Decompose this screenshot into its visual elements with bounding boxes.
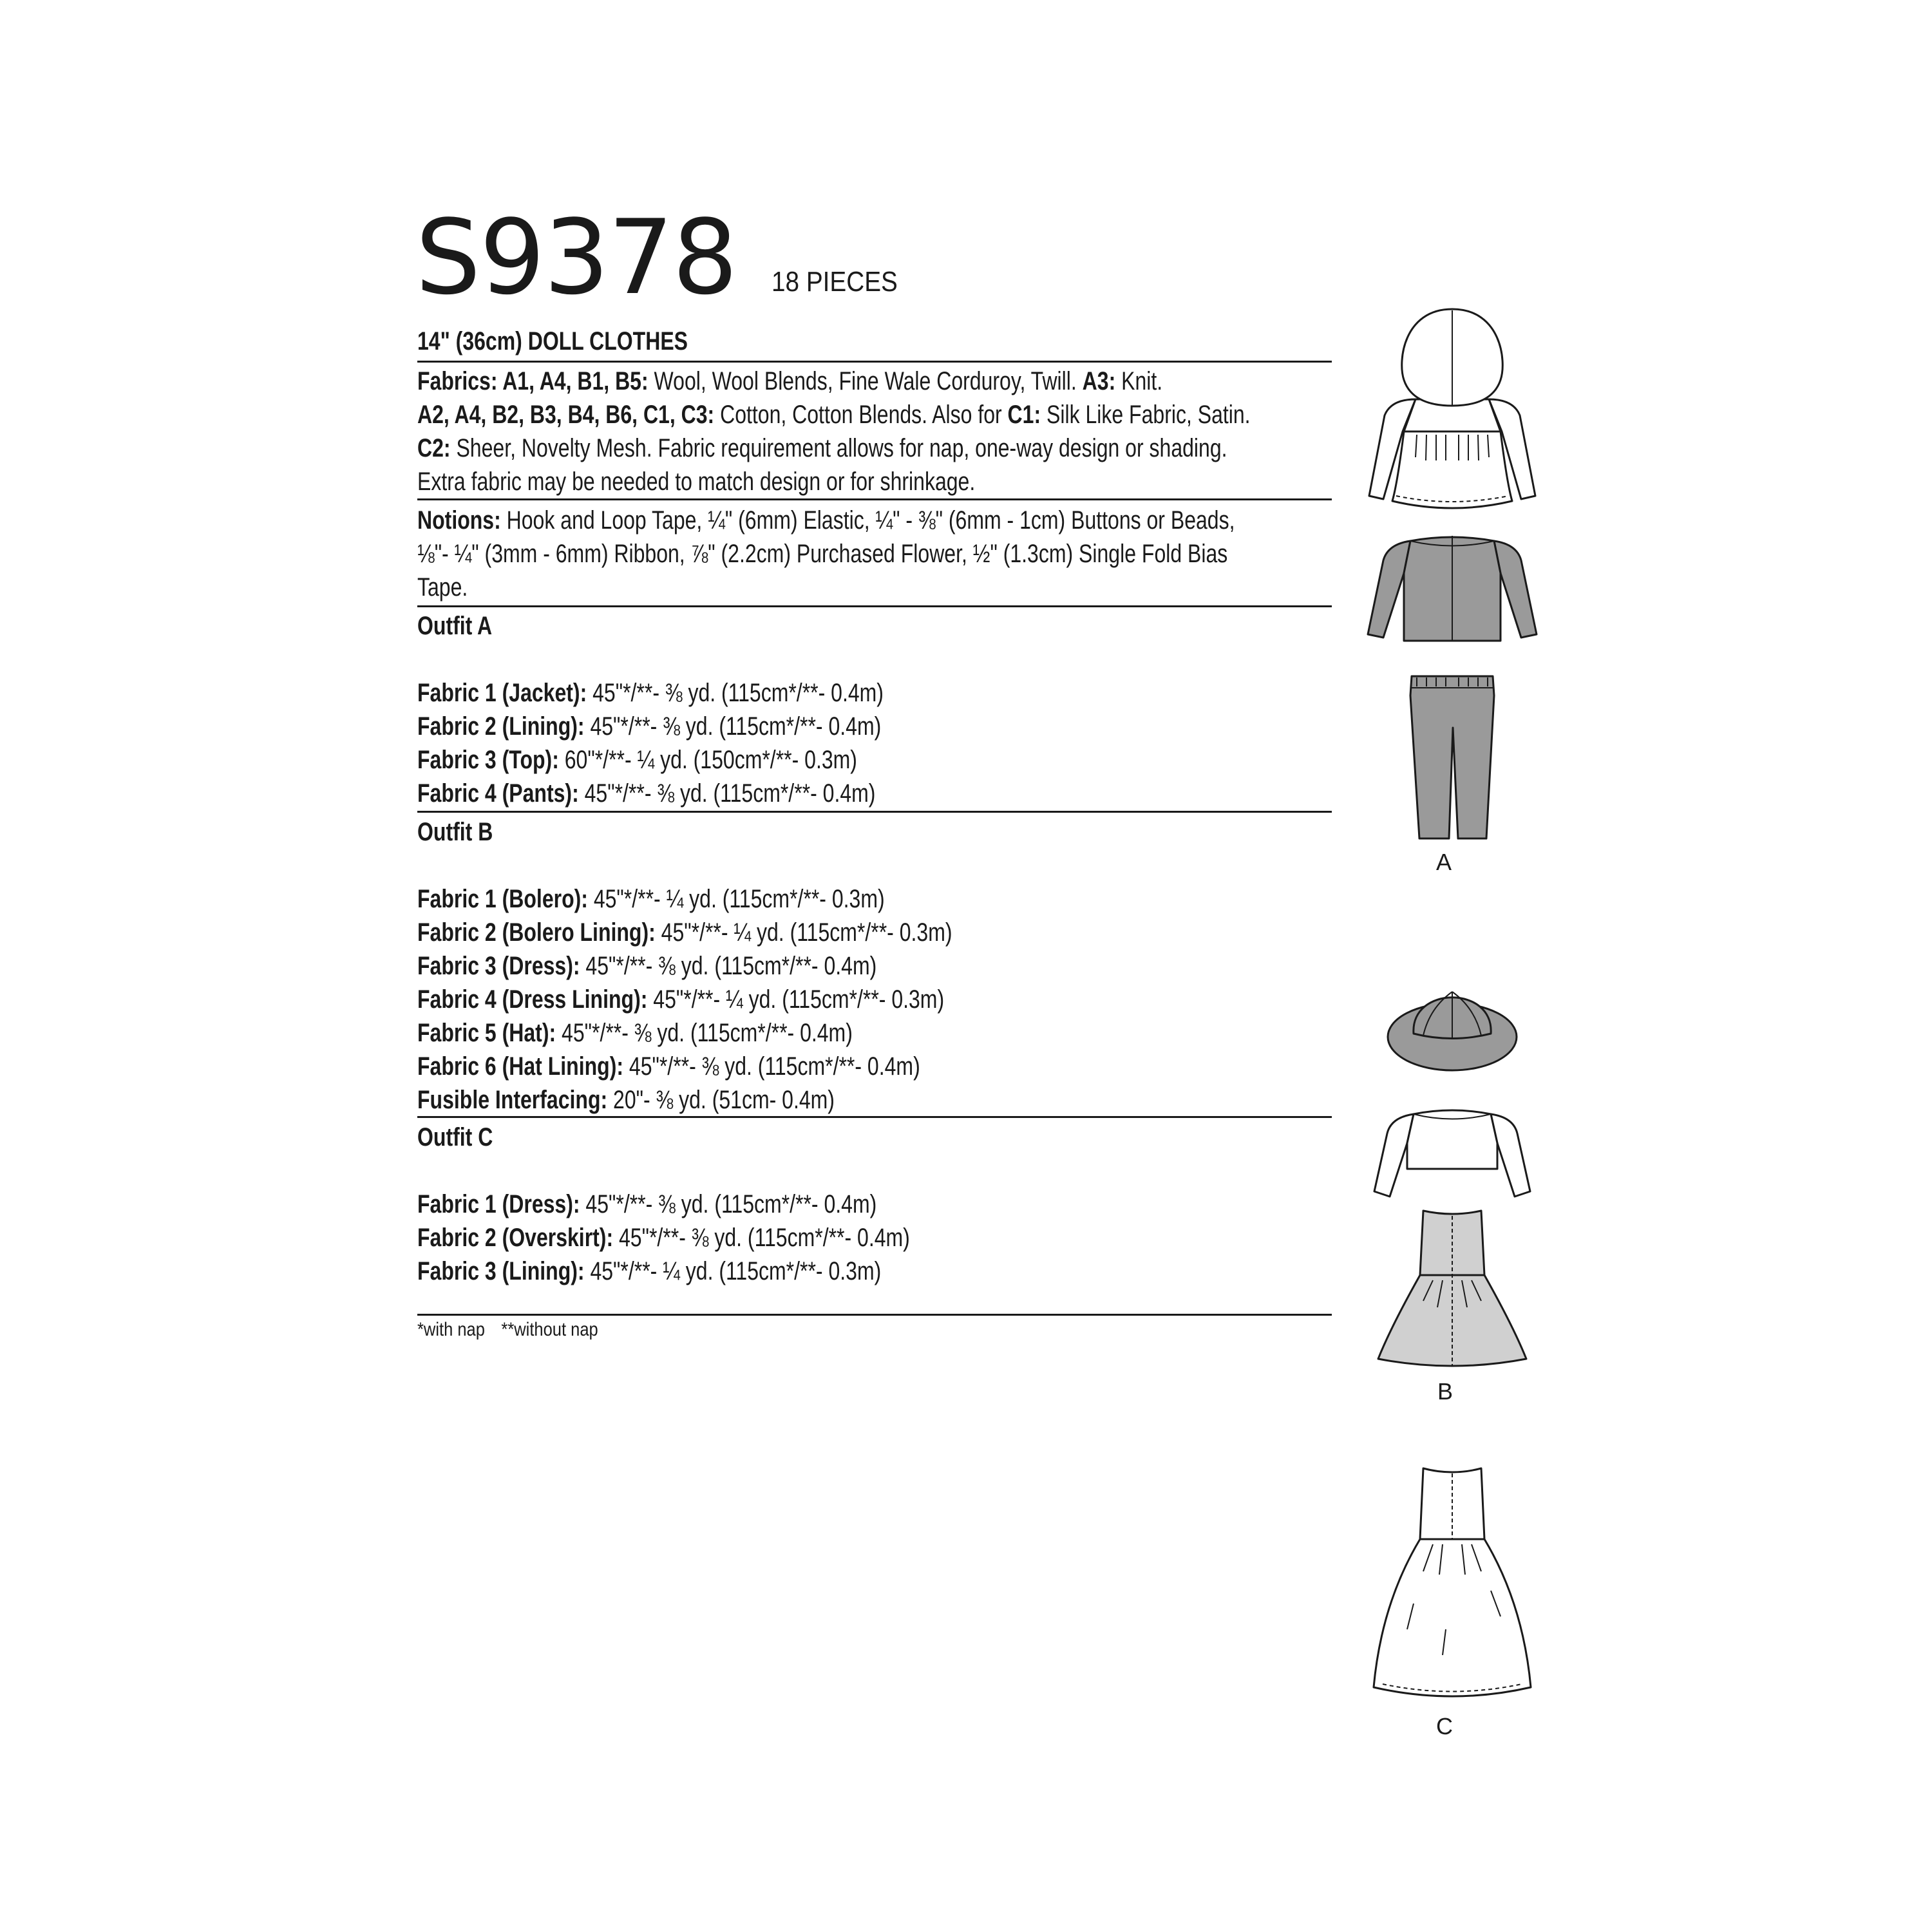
view-b-label: B bbox=[1437, 1378, 1454, 1405]
spacer bbox=[417, 849, 1149, 882]
yardage-row bbox=[417, 777, 1149, 810]
spacer bbox=[417, 1154, 1149, 1188]
yardage-value: 45"*/**- ⅜ yd. (115cm*/**- 0.4m) bbox=[556, 1019, 853, 1047]
hooded-top-illustration bbox=[1365, 303, 1539, 515]
divider bbox=[417, 605, 1332, 607]
notions-line: Tape. bbox=[417, 573, 468, 601]
divider bbox=[417, 1314, 1332, 1316]
divider bbox=[417, 811, 1332, 813]
outfit-b-heading: Outfit B bbox=[417, 818, 493, 846]
yardage-label: Fabric 4 (Pants): bbox=[417, 779, 579, 808]
yardage-label: Fabric 2 (Overskirt): bbox=[417, 1224, 614, 1252]
divider bbox=[417, 1116, 1332, 1118]
notions-label: Notions: bbox=[417, 506, 501, 535]
outfit-a-section bbox=[417, 609, 1332, 810]
yardage-label: Fabric 6 (Hat Lining): bbox=[417, 1052, 623, 1081]
outfit-a-heading: Outfit A bbox=[417, 612, 493, 640]
fabrics-label: Fabrics: A1, A4, B1, B5: bbox=[417, 367, 649, 395]
yardage-label: Fabric 1 (Dress): bbox=[417, 1190, 580, 1218]
fabrics-line: Extra fabric may be needed to match design or for shrinkage. bbox=[417, 468, 976, 496]
yardage-row bbox=[417, 743, 1149, 777]
fabrics-text: Wool, Wool Blends, Fine Wale Corduroy, Twill. bbox=[648, 367, 1083, 395]
dress-b-illustration bbox=[1372, 1204, 1533, 1372]
bolero-illustration bbox=[1372, 1101, 1533, 1204]
yardage-label: Fabric 1 (Jacket): bbox=[417, 679, 587, 707]
fabrics-section bbox=[417, 365, 1332, 498]
outfit-c-heading: Outfit C bbox=[417, 1123, 493, 1151]
yardage-row bbox=[417, 1221, 1149, 1255]
yardage-label: Fabric 2 (Lining): bbox=[417, 712, 585, 741]
fabrics-text: Knit. bbox=[1115, 367, 1163, 395]
yardage-value: 45"*/**- ⅜ yd. (115cm*/**- 0.4m) bbox=[580, 1190, 877, 1218]
notions-line bbox=[417, 504, 1235, 537]
footnote-with-nap: *with nap bbox=[417, 1319, 485, 1340]
yardage-row bbox=[417, 1255, 1149, 1288]
pants-illustration bbox=[1404, 670, 1501, 844]
footnote-without-nap: **without nap bbox=[501, 1319, 598, 1340]
yardage-row bbox=[417, 882, 1149, 916]
footnote bbox=[417, 1319, 614, 1341]
yardage-label: Fabric 3 (Lining): bbox=[417, 1257, 585, 1285]
yardage-value: 45"*/**- ¼ yd. (115cm*/**- 0.3m) bbox=[584, 1257, 882, 1285]
fabrics-label: C1: bbox=[1007, 401, 1041, 429]
yardage-label: Fabric 3 (Dress): bbox=[417, 952, 580, 980]
view-a-label: A bbox=[1436, 849, 1452, 875]
gown-illustration bbox=[1368, 1462, 1536, 1707]
fabrics-label: A2, A4, B2, B3, B4, B6, C1, C3: bbox=[417, 401, 715, 429]
yardage-value: 60"*/**- ¼ yd. (150cm*/**- 0.3m) bbox=[558, 746, 857, 774]
jacket-illustration bbox=[1365, 522, 1539, 650]
divider bbox=[417, 361, 1332, 363]
yardage-value: 45"*/**- ¼ yd. (115cm*/**- 0.3m) bbox=[587, 885, 885, 913]
yardage-value: 45"*/**- ⅜ yd. (115cm*/**- 0.4m) bbox=[584, 712, 882, 741]
yardage-label: Fabric 5 (Hat): bbox=[417, 1019, 556, 1047]
fabrics-line bbox=[417, 365, 1163, 398]
yardage-value: 45"*/**- ¼ yd. (115cm*/**- 0.3m) bbox=[655, 918, 952, 947]
view-c-label: C bbox=[1436, 1713, 1453, 1739]
yardage-row bbox=[417, 676, 1149, 710]
yardage-row bbox=[417, 983, 1149, 1016]
fabrics-text: Sheer, Novelty Mesh. Fabric requirement allows for nap, one-way design or shading. bbox=[450, 434, 1227, 462]
yardage-value: 45"*/**- ⅜ yd. (115cm*/**- 0.4m) bbox=[613, 1224, 910, 1252]
yardage-label: Fabric 3 (Top): bbox=[417, 746, 559, 774]
yardage-value: 45"*/**- ⅜ yd. (115cm*/**- 0.4m) bbox=[580, 952, 877, 980]
yardage-value: 20"- ⅜ yd. (51cm- 0.4m) bbox=[607, 1086, 835, 1114]
piece-count: 18 PIECES bbox=[772, 266, 898, 298]
yardage-label: Fusible Interfacing: bbox=[417, 1086, 608, 1114]
yardage-label: Fabric 2 (Bolero Lining): bbox=[417, 918, 656, 947]
fabrics-text: Cotton, Cotton Blends. Also for bbox=[714, 401, 1008, 429]
fabrics-label: C2: bbox=[417, 434, 451, 462]
notions-line: ⅛"- ¼" (3mm - 6mm) Ribbon, ⅞" (2.2cm) Purchased Flower, ½" (1.3cm) Single Fold Bias bbox=[417, 540, 1228, 568]
fabrics-text: Silk Like Fabric, Satin. bbox=[1041, 401, 1251, 429]
yardage-row bbox=[417, 1050, 1149, 1083]
spacer bbox=[417, 643, 1149, 676]
hat-illustration bbox=[1385, 972, 1520, 1075]
yardage-label: Fabric 1 (Bolero): bbox=[417, 885, 588, 913]
yardage-row bbox=[417, 710, 1149, 743]
yardage-value: 45"*/**- ⅜ yd. (115cm*/**- 0.4m) bbox=[623, 1052, 920, 1081]
yardage-label: Fabric 4 (Dress Lining): bbox=[417, 985, 648, 1014]
notions-text: Hook and Loop Tape, ¼" (6mm) Elastic, ¼" - ⅜" (6mm - 1cm) Buttons or Beads, bbox=[500, 506, 1235, 535]
yardage-row bbox=[417, 1188, 1149, 1221]
yardage-value: 45"*/**- ⅜ yd. (115cm*/**- 0.4m) bbox=[587, 679, 884, 707]
garment-title-block bbox=[417, 325, 1332, 358]
yardage-row bbox=[417, 916, 1149, 949]
yardage-row bbox=[417, 1016, 1149, 1050]
outfit-b-section bbox=[417, 815, 1332, 1117]
fabrics-label: A3: bbox=[1082, 367, 1116, 395]
yardage-row bbox=[417, 949, 1149, 983]
divider bbox=[417, 498, 1332, 500]
notions-section bbox=[417, 504, 1332, 604]
garment-title: 14" (36cm) DOLL CLOTHES bbox=[417, 327, 688, 355]
outfit-c-section bbox=[417, 1121, 1332, 1288]
pattern-number: S9378 bbox=[415, 197, 737, 317]
yardage-row bbox=[417, 1083, 1149, 1117]
yardage-value: 45"*/**- ¼ yd. (115cm*/**- 0.3m) bbox=[647, 985, 945, 1014]
fabrics-line bbox=[417, 431, 1227, 465]
fabrics-line bbox=[417, 398, 1251, 431]
yardage-value: 45"*/**- ⅜ yd. (115cm*/**- 0.4m) bbox=[578, 779, 876, 808]
